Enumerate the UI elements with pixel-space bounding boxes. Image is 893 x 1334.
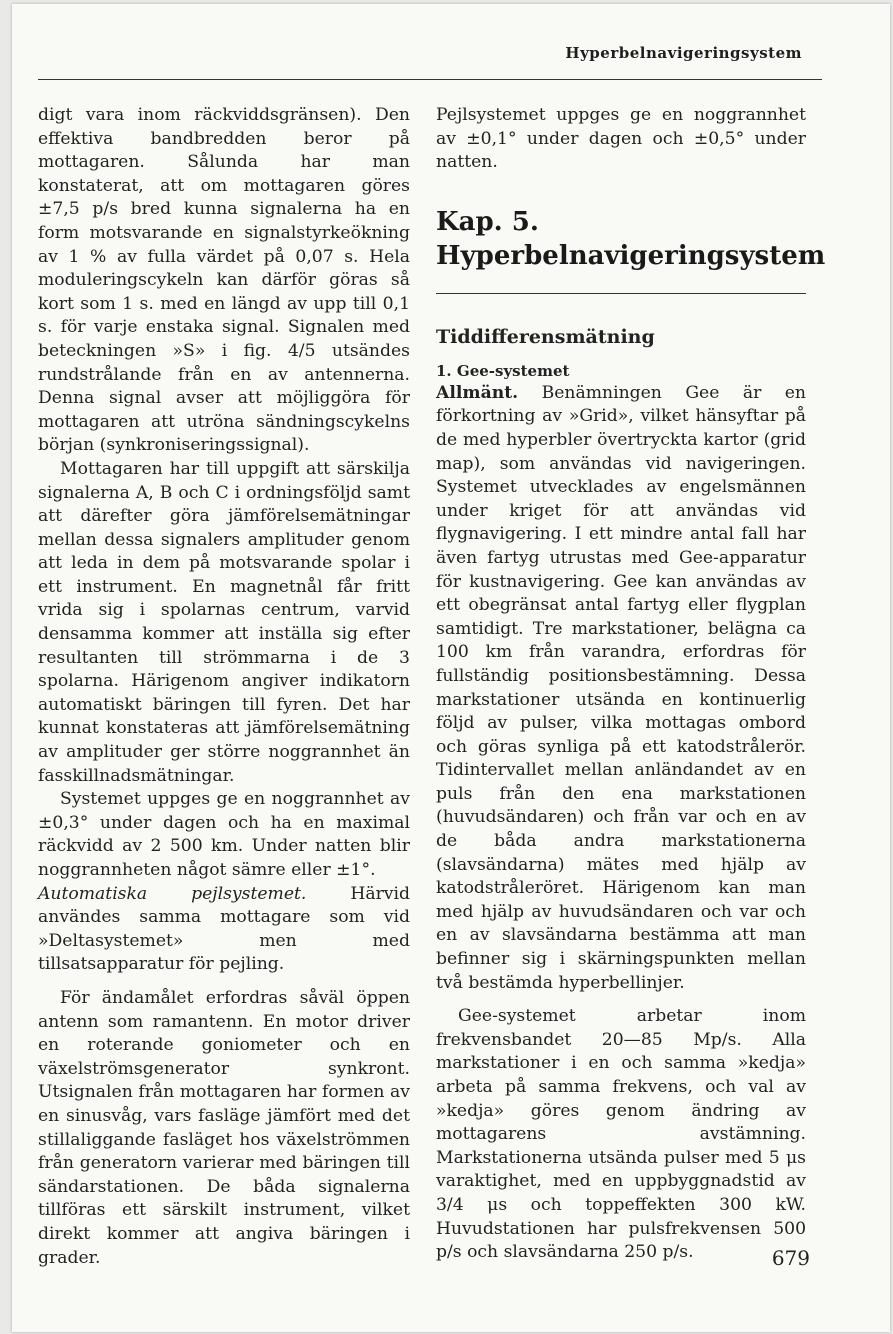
- page-number: 679: [771, 1246, 810, 1270]
- paragraph: [38, 883, 410, 977]
- paragraph: [436, 382, 806, 995]
- chapter-title: Kap. 5. Hyperbelnavigeringsystem: [436, 206, 826, 271]
- run-in-heading: Automatiska pejlsystemet.: [38, 883, 307, 904]
- paragraph: Pejlsystemet uppges ge en noggrannhet av ±0,1° under dagen och ±0,5° under natten.: [436, 105, 806, 173]
- paragraph-text: Härvid användes samma mottagare som vid »Deltasystemet» men med tillsatsapparatur för pejling.: [38, 883, 410, 975]
- section-title: Tiddifferensmätning: [436, 325, 655, 348]
- right-column: [436, 104, 826, 1265]
- running-head: Hyperbelnavigeringsystem: [565, 44, 802, 62]
- chapter-rule: [436, 293, 806, 294]
- run-in-heading: Allmänt.: [436, 382, 519, 403]
- paragraph: Systemet uppges ge en noggrannhet av ±0,3° under dagen och ha en maximal räckvidd av 2 500 km. Under natten blir noggrannheten något sämre eller ±1°.: [38, 789, 410, 880]
- header-rule: [38, 79, 822, 80]
- paragraph: digt vara inom räckviddsgränsen). Den effektiva bandbredden beror på mottagaren. Sålunda har man konstaterat, att om mottagaren göres ±7,5 p/s bred kunna signalerna ha en form motsvarande en signalstyrkeökning av 1 % av fulla värdet på 0,07 s. Hela moduleringscykeln kan därför göras så kort som 1 s. med en längd av upp till 0,1 s. för varje enstaka signal. Signalen med beteckningen »S» i fig. 4/5 utsändes rundstrålande från en av antennerna. Denna signal avser att möjliggöra för mottagaren att utröna sändningscykelns början (synkroniseringssignal).: [38, 105, 410, 456]
- paragraph: Mottagaren har till uppgift att särskilja signalerna A, B och C i ordningsföljd samt att därefter göra jämförelsemätningar mellan dessa signalers amplituder genom att leda in dem på motsvarande spolar i ett instrument. En magnetnål får fritt vrida sig i spolarnas centrum, varvid densamma kommer att inställa sig efter resultanten till strömmarna i de 3 spolarna. Härigenom angiver indikatorn automatiskt bäringen till fyren. Det har kunnat konstateras att jämförelsemätning av amplituder ger större noggrannhet än fasskillnadsmätningar.: [38, 458, 410, 786]
- paragraph-text: Benämningen Gee är en förkortning av »Grid», vilket hänsyftar på de med hyperbler övertryckta kartor (grid map), som användas vid navigeringen. Systemet utvecklades av engelsmännen under kriget för att användas vid flygnavigering. I ett mindre antal fall har även fartyg utrustas med Gee-apparatur för kustnavigering. Gee kan användas av ett obegränsat antal fartyg eller flygplan samtidigt. Tre markstationer, belägna ca 100 km från varandra, erfordras för fullständig positionsbestämning. Dessa markstationer utsända en kontinuerlig följd av pulser, vilka mottagas ombord och göras synliga på ett katodstrålerör. Tidintervallet mellan anländandet av en puls från den ena markstationen (huvudsändaren) och från var och en av de båda andra markstationerna (slavsändarna) mätes med hjälp av katodstråleröret. Härigenom kan man med hjälp av huvudsändaren och var och en av slavsändarna bestämma att man befinner sig i skärningspunkten mellan två bestämda hyperbellinjer.: [436, 382, 806, 993]
- book-page: [12, 4, 890, 1332]
- paragraph: För ändamålet erfordras såväl öppen antenn som ramantenn. En motor driver en roterande goniometer och en växelströmsgenerator synkront. Utsignalen från mottagaren har formen av en sinusvåg, vars fasläge jämfört med det stillaliggande fasläget hos växelströmmen från generatorn varierar med bäringen till sändarstationen. De båda signalerna tillföras ett särskilt instrument, vilket direkt kommer att angiva bäringen i grader.: [38, 987, 410, 1268]
- paragraph: Gee-systemet arbetar inom frekvensbandet 20—85 Mp/s. Alla markstationer i en och samma »kedja» arbeta på samma frekvens, och val av »kedja» göres genom ändring av mottagarens avstämning. Markstationerna utsända pulser med 5 μs varaktighet, med en uppbyggnadstid av 3/4 μs och toppeffekten 300 kW. Huvudstationen har pulsfrekvensen 500 p/s och slavsändarna 250 p/s.: [436, 1006, 806, 1263]
- left-column: [38, 104, 410, 1270]
- subsection-title: 1. Gee-systemet: [436, 361, 570, 380]
